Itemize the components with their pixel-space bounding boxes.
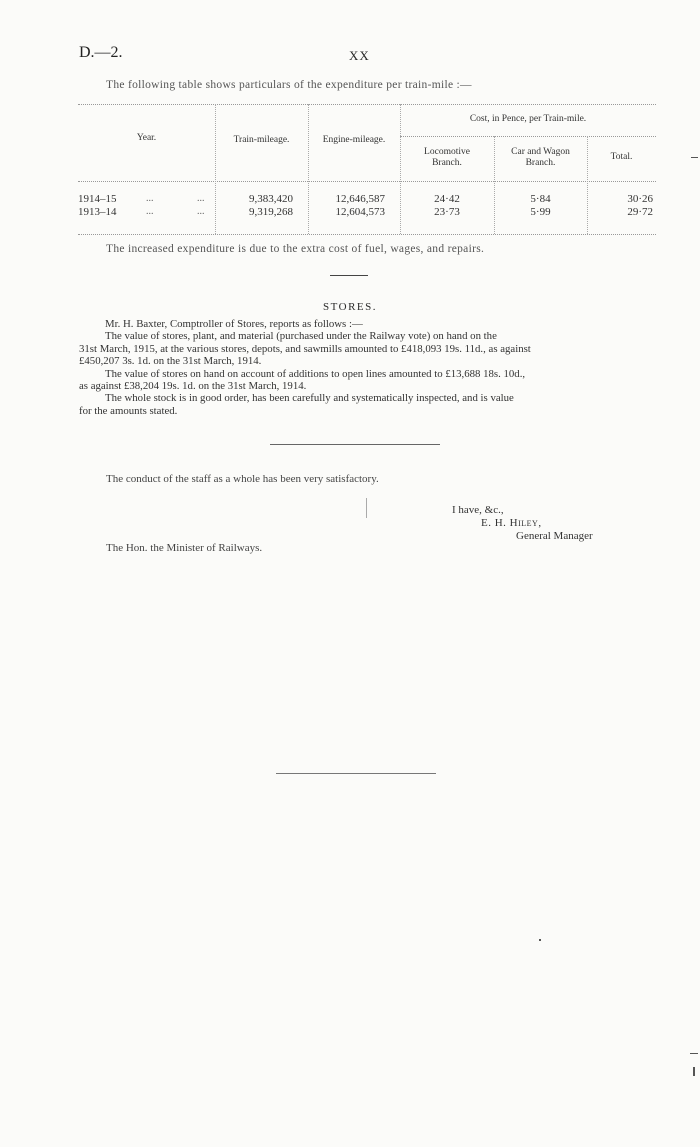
header-total: Total.	[610, 152, 633, 162]
row-1-leader-1: ...	[146, 193, 154, 204]
scan-speck	[539, 939, 541, 941]
stores-para-4-line-1: The whole stock is in good order, has been carefully and systematically inspected, and is value	[105, 392, 514, 405]
row-1-car-wagon: 5·84	[530, 193, 551, 205]
row-2-train-mileage: 9,319,268	[249, 206, 293, 218]
addressee: The Hon. the Minister of Railways.	[106, 542, 263, 554]
row-2-leader-1: ...	[146, 206, 154, 217]
row-2-year: 1913–14	[78, 206, 117, 218]
scan-mark	[690, 1053, 698, 1054]
table-top-rule	[78, 104, 656, 105]
header-cost-group: Cost, in Pence, per Train-mile.	[469, 114, 587, 124]
signatory-title: General Manager	[516, 530, 593, 542]
stores-para-2-line-2: 31st March, 1915, at the various stores, depots, and sawmills amounted to £418,093 19s. 11d., as against	[79, 342, 531, 355]
cost-group-rule	[400, 136, 656, 137]
scan-mark	[693, 1067, 695, 1076]
document-id: D.—2.	[79, 44, 123, 61]
table-bottom-rule	[78, 234, 656, 235]
row-2-leader-2: ...	[197, 206, 205, 217]
table-intro: The following table shows particulars of the expenditure per train-mile :—	[106, 79, 472, 91]
stores-para-4-line-2: for the amounts stated.	[79, 404, 178, 417]
stores-para-3-line-2: as against £38,204 19s. 1d. on the 31st March, 1914.	[79, 380, 307, 393]
page-number: XX	[349, 48, 370, 63]
row-2-locomotive: 23·73	[434, 206, 460, 218]
header-engine-mileage: Engine-mileage.	[322, 135, 386, 145]
stores-para-1: Mr. H. Baxter, Comptroller of Stores, reports as follows :—	[105, 318, 363, 330]
stores-heading: STORES.	[322, 301, 377, 313]
stores-report	[79, 318, 669, 417]
row-1-engine-mileage: 12,646,587	[335, 193, 385, 205]
expenditure-table	[78, 104, 656, 236]
row-1-total: 30·26	[627, 193, 653, 205]
row-1-leader-2: ...	[197, 193, 205, 204]
divider-2	[270, 444, 440, 445]
row-2-total: 29·72	[627, 206, 653, 218]
header-train-mileage: Train-mileage.	[233, 135, 290, 145]
conduct-statement: The conduct of the staff as a whole has been very satisfactory.	[106, 473, 379, 485]
stores-para-2-line-3: £450,207 3s. 1d. on the 31st March, 1914.	[79, 355, 262, 368]
row-2-car-wagon: 5·99	[530, 206, 551, 218]
row-2-engine-mileage: 12,604,573	[335, 206, 385, 218]
stores-para-2-line-1: The value of stores, plant, and material (purchased under the Railway vote) on hand on the	[105, 330, 497, 343]
header-year: Year.	[136, 133, 157, 143]
header-bottom-rule	[78, 181, 656, 182]
scan-mark	[691, 157, 698, 158]
signatory-name: E. H. Hiley,	[481, 517, 542, 529]
end-rule	[276, 773, 436, 774]
expenditure-note: The increased expenditure is due to the extra cost of fuel, wages, and repairs.	[106, 243, 485, 255]
row-1-locomotive: 24·42	[434, 193, 460, 205]
stores-para-3-line-1: The value of stores on hand on account of additions to open lines amounted to £13,688 18s. 10d.,	[105, 367, 526, 380]
section-divider	[330, 275, 368, 276]
row-1-year: 1914–15	[78, 193, 117, 205]
header-locomotive: Locomotive Branch.	[424, 147, 470, 168]
row-1-train-mileage: 9,383,420	[249, 193, 293, 205]
margin-mark	[366, 498, 367, 518]
header-car-wagon: Car and Wagon Branch.	[511, 147, 570, 168]
closing: I have, &c.,	[452, 504, 504, 516]
